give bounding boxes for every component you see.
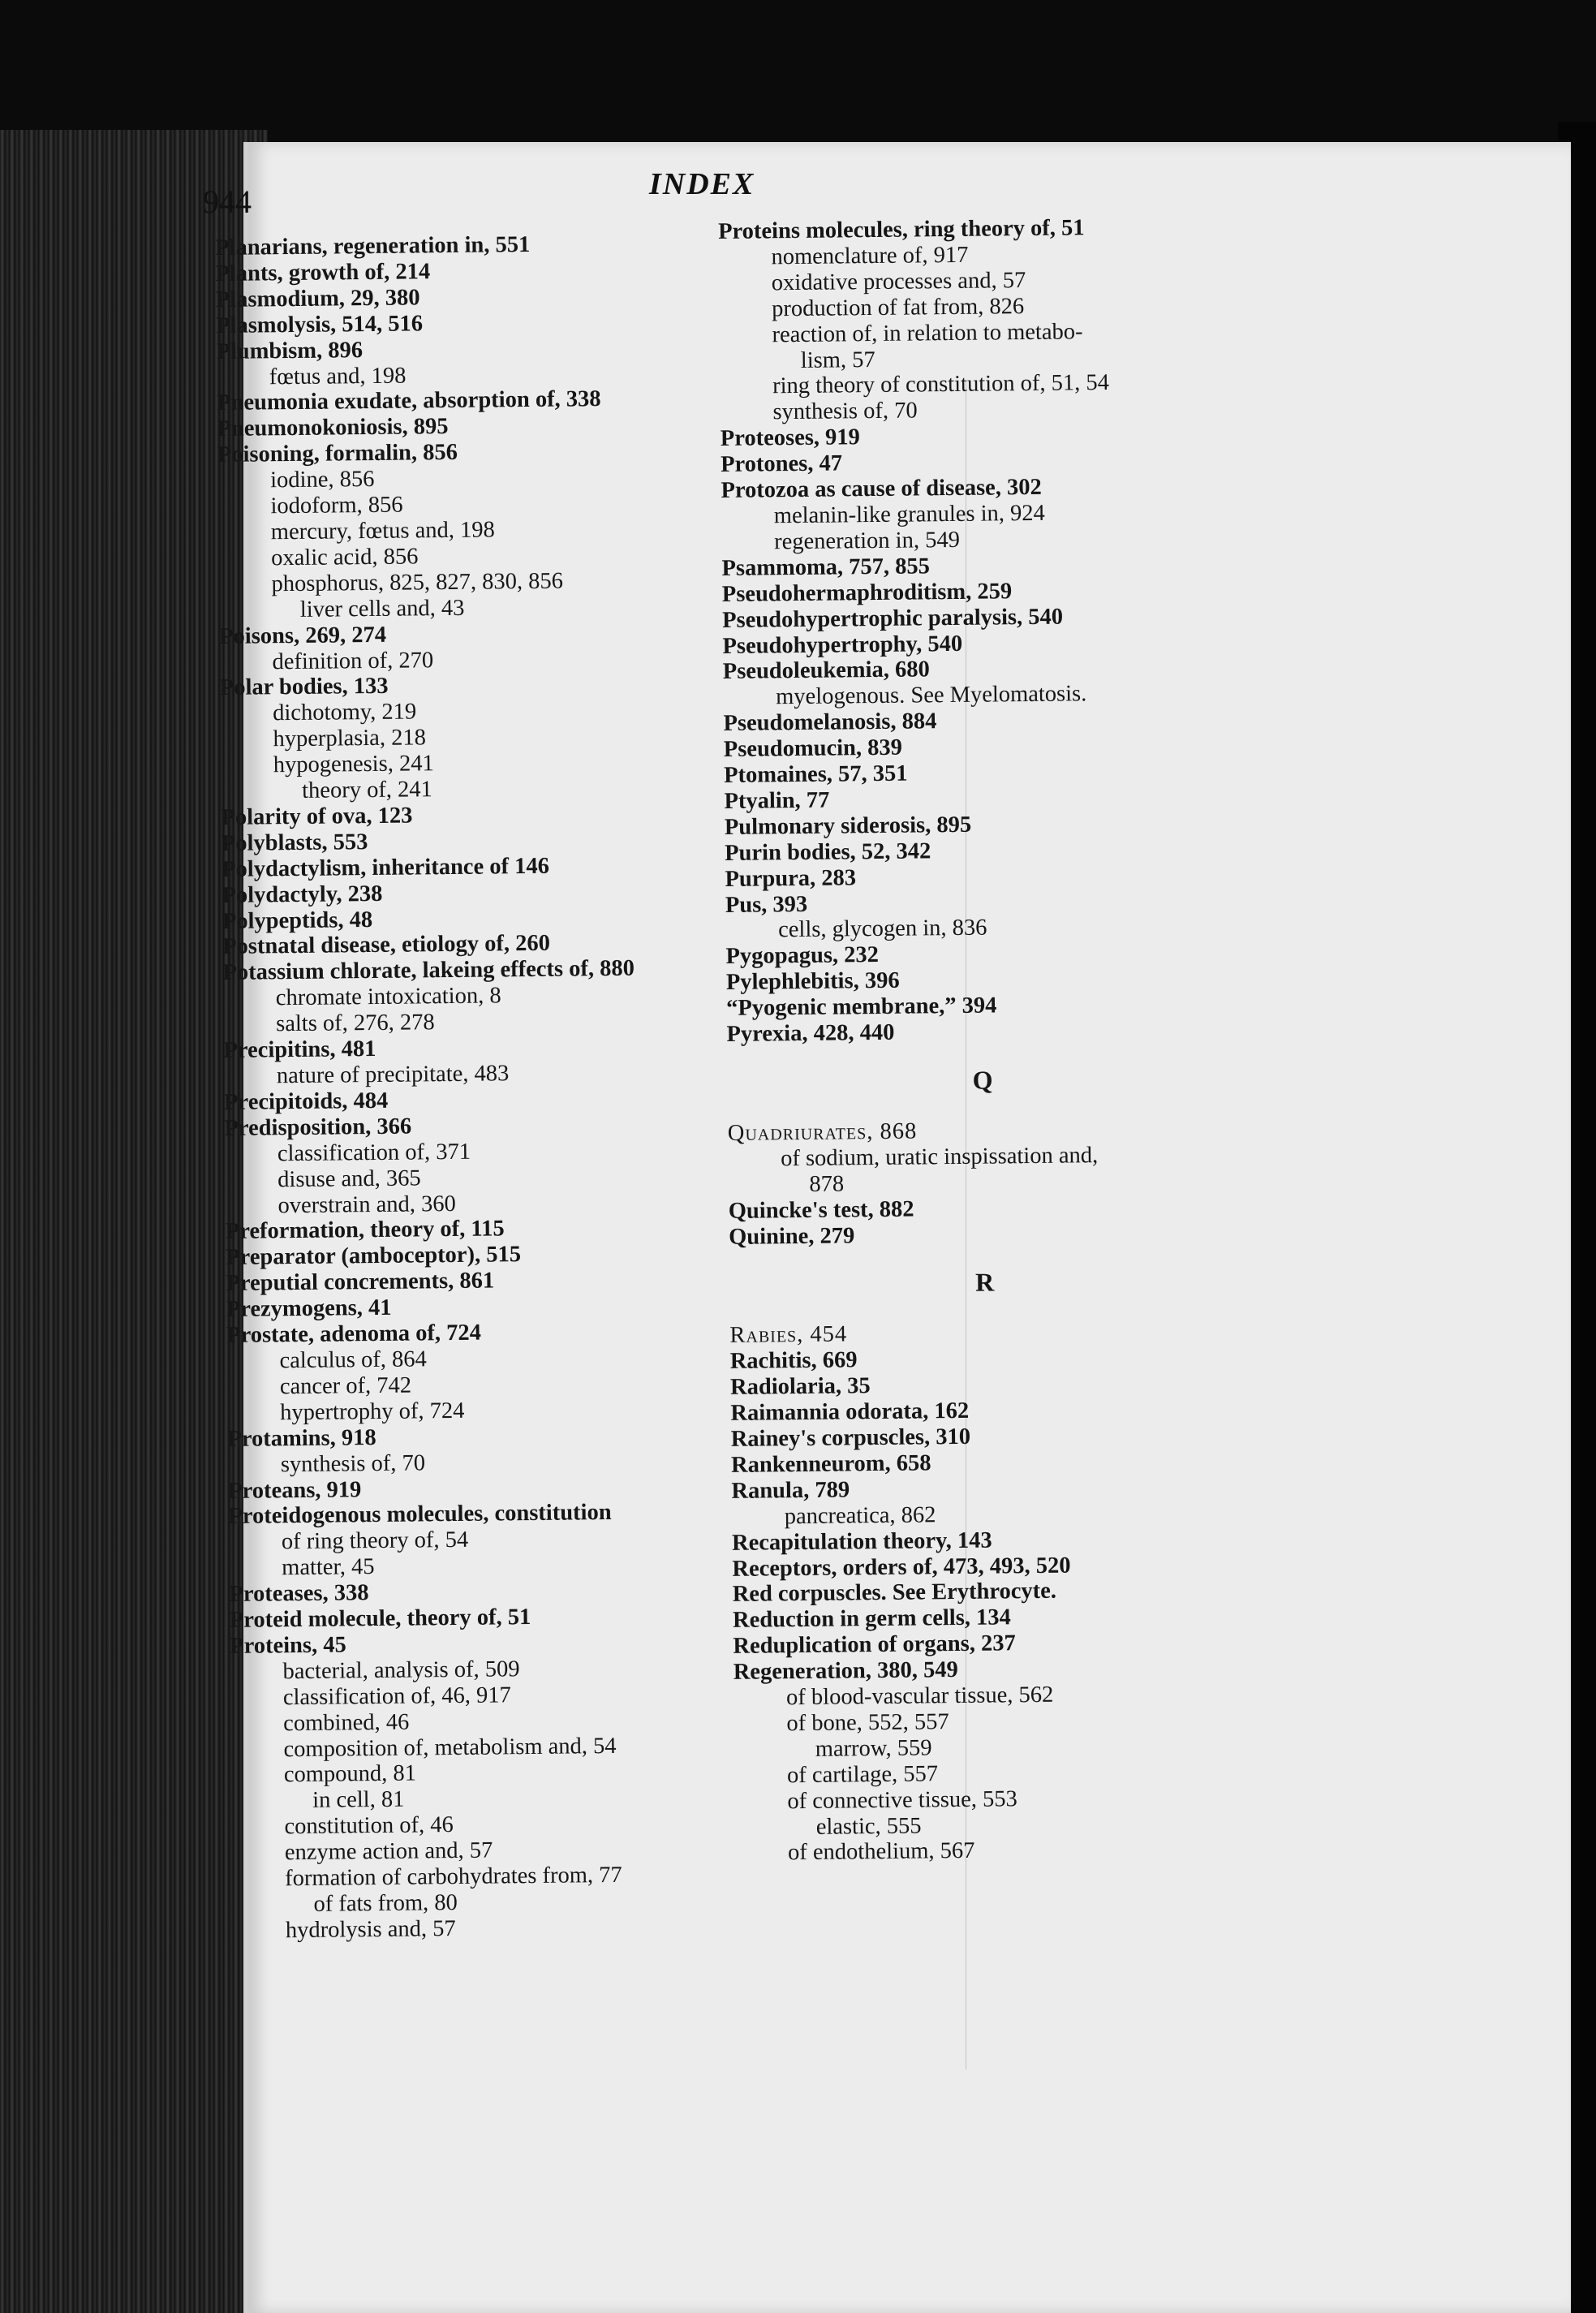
index-entry: Rachitis, 669 (729, 1347, 858, 1375)
index-entry: Potassium chlorate, lakeing effects of, 880 (222, 956, 635, 986)
index-entry: Purin bodies, 52, 342 (725, 838, 931, 866)
index-entry: Precipitoids, 484 (224, 1088, 389, 1115)
index-entry: Polydactyly, 238 (222, 881, 383, 908)
index-entry: Planarians, regeneration in, 551 (215, 231, 531, 261)
index-entry: myelogenous. See Myelomatosis. (776, 681, 1087, 710)
index-entry: mercury, fœtus and, 198 (270, 517, 495, 545)
index-entry: Pseudohermaphroditism, 259 (721, 578, 1013, 607)
index-entry: regeneration in, 549 (774, 527, 961, 555)
index-entry: Pyrexia, 428, 440 (726, 1019, 895, 1048)
index-entry: melanin-like granules in, 924 (773, 500, 1045, 529)
index-entry: salts of, 276, 278 (276, 1010, 435, 1037)
index-entry: formation of carbohydrates from, 77 (285, 1862, 622, 1892)
index-entry: Ranula, 789 (731, 1477, 850, 1504)
index-entry: iodoform, 856 (270, 492, 403, 519)
section-letter-r: R (974, 1267, 995, 1298)
index-entry: Reduction in germ cells, 134 (732, 1604, 1011, 1634)
index-entry: Proteid molecule, theory of, 51 (229, 1604, 531, 1633)
index-entry: Protozoa as cause of disease, 302 (721, 474, 1042, 504)
index-entry: of endothelium, 567 (787, 1838, 975, 1866)
index-entry: Pseudoleukemia, 680 (722, 657, 930, 685)
index-entry: Polar bodies, 133 (219, 674, 389, 701)
index-entry: Poisons, 269, 274 (219, 622, 387, 649)
index-entry: Proteidogenous molecules, constitution (228, 1500, 612, 1530)
index-entry: theory of, 241 (302, 777, 433, 803)
index-entry: Plumbism, 896 (216, 337, 364, 364)
index-entry: synthesis of, 70 (772, 398, 918, 425)
index-entry: Plants, growth of, 214 (215, 259, 431, 286)
index-entry: Polydactylism, inheritance of 146 (222, 853, 550, 882)
index-entry: enzyme action and, 57 (284, 1837, 493, 1866)
index-entry: Postnatal disease, etiology of, 260 (222, 931, 551, 960)
index-entry: disuse and, 365 (277, 1165, 421, 1192)
index-entry: Pneumonia exudate, absorption of, 338 (217, 386, 601, 416)
index-entry: nomenclature of, 917 (771, 242, 969, 270)
index-entry: Proteoses, 919 (720, 424, 861, 452)
index-entry: Radiolaria, 35 (729, 1373, 871, 1401)
index-entry: Preformation, theory of, 115 (225, 1216, 505, 1245)
index-entry: Recapitulation theory, 143 (731, 1527, 992, 1556)
index-entry: constitution of, 46 (284, 1812, 454, 1840)
index-entry: Ptomaines, 57, 351 (724, 760, 908, 788)
index-entry: hydrolysis and, 57 (285, 1915, 456, 1944)
index-entry: synthesis of, 70 (280, 1449, 426, 1477)
index-entry: nature of precipitate, 483 (276, 1061, 510, 1089)
index-entry: bacterial, analysis of, 509 (282, 1656, 520, 1685)
index-entry: hyperplasia, 218 (273, 725, 427, 752)
index-entry: Plasmolysis, 514, 516 (216, 311, 424, 338)
index-entry: of blood-vascular tissue, 562 (785, 1682, 1054, 1711)
index-entry: Raimannia odorata, 162 (730, 1398, 970, 1426)
index-entry: classification of, 371 (277, 1139, 471, 1166)
index-entry: of fats from, 80 (313, 1889, 458, 1917)
index-entry: Poisoning, formalin, 856 (217, 440, 458, 468)
index-entry: Prezymogens, 41 (226, 1294, 392, 1323)
index-entry: Pseudohypertrophy, 540 (722, 631, 963, 659)
index-entry: ring theory of constitution of, 51, 54 (772, 370, 1110, 399)
index-entry: Pus, 393 (725, 891, 808, 918)
index-entry: Rabies, 454 (729, 1321, 848, 1349)
index-entry: dichotomy, 219 (273, 699, 417, 726)
index-right-column (718, 213, 1246, 1867)
index-entry: Quincke's test, 882 (728, 1196, 914, 1224)
index-r-entries (729, 1318, 1246, 1867)
index-entry: hypogenesis, 241 (273, 751, 434, 778)
index-entry: of cartilage, 557 (786, 1761, 939, 1788)
index-entry: combined, 46 (283, 1709, 410, 1736)
index-entry: Plasmodium, 29, 380 (215, 285, 420, 312)
index-entry: oxalic acid, 856 (271, 544, 419, 571)
index-entry: of bone, 552, 557 (786, 1709, 949, 1737)
index-entry: oxidative processes and, 57 (771, 267, 1026, 296)
index-entry: Preparator (amboceptor), 515 (226, 1242, 522, 1271)
index-entry: Prostate, adenoma of, 724 (226, 1320, 482, 1348)
index-entry: Receptors, orders of, 473, 493, 520 (732, 1553, 1071, 1582)
index-entry: Precipitins, 481 (223, 1036, 376, 1064)
index-entry: hypertrophy of, 724 (280, 1398, 465, 1426)
index-entry: of ring theory of, 54 (281, 1527, 469, 1555)
index-entry: Pseudohypertrophic paralysis, 540 (722, 604, 1064, 633)
page-number: 944 (203, 183, 252, 220)
index-entry: Quinine, 279 (728, 1222, 855, 1250)
index-entry: Polypeptids, 48 (222, 907, 373, 934)
index-entry: Proteins, 45 (230, 1632, 346, 1659)
index-entry: production of fat from, 826 (771, 293, 1025, 322)
index-entry: Rankenneurom, 658 (730, 1450, 931, 1478)
index-entry: Regeneration, 380, 549 (733, 1657, 958, 1686)
index-entry: Red corpuscles. See Erythrocyte. (732, 1579, 1057, 1608)
index-entry: Pygopagus, 232 (725, 942, 880, 970)
index-entry: Polarity of ova, 123 (221, 803, 413, 830)
index-entry: fœtus and, 198 (269, 363, 407, 390)
running-head: INDEX (649, 167, 755, 201)
index-entry: phosphorus, 825, 827, 830, 856 (271, 568, 564, 597)
index-entry: pancreatica, 862 (784, 1501, 936, 1529)
index-entry: reaction of, in relation to metabo- (772, 318, 1083, 347)
index-entry: of sodium, uratic inspissation and, (780, 1142, 1099, 1172)
index-entry: Pneumonokoniosis, 895 (217, 414, 449, 442)
index-entry: Pseudomucin, 839 (723, 734, 903, 763)
index-entry: elastic, 555 (815, 1813, 922, 1840)
index-entry: Purpura, 283 (725, 864, 857, 892)
index-entry: Reduplication of organs, 237 (733, 1630, 1016, 1660)
index-entry: Protones, 47 (721, 450, 843, 478)
index-p-entries (718, 213, 1238, 1048)
index-entry: cells, glycogen in, 836 (778, 915, 987, 943)
index-entry: Polyblasts, 553 (221, 829, 368, 856)
index-entry: Proteases, 338 (229, 1580, 369, 1608)
index-entry: Pylephlebitis, 396 (725, 967, 900, 996)
index-entry: Pulmonary siderosis, 895 (724, 812, 972, 840)
index-entry: definition of, 270 (272, 647, 434, 674)
index-entry: Ptyalin, 77 (724, 787, 830, 814)
index-entry: Predisposition, 366 (224, 1113, 412, 1141)
index-entry: Rainey's corpuscles, 310 (730, 1424, 971, 1452)
index-entry: liver cells and, 43 (299, 595, 465, 622)
index-entry: cancer of, 742 (279, 1372, 412, 1400)
index-entry: matter, 45 (282, 1554, 375, 1581)
index-entry: 878 (809, 1171, 845, 1197)
index-entry: composition of, metabolism and, 54 (283, 1733, 617, 1762)
index-entry: in cell, 81 (312, 1787, 405, 1814)
index-q-entries (728, 1115, 1241, 1250)
index-entry: lism, 57 (800, 347, 875, 373)
index-entry: overstrain and, 360 (277, 1191, 456, 1218)
index-entry: calculus of, 864 (279, 1346, 427, 1374)
index-entry: Quadriurates, 868 (727, 1118, 918, 1146)
index-entry: classification of, 46, 917 (282, 1682, 512, 1710)
section-letter-q: Q (972, 1065, 993, 1095)
index-entry: chromate intoxication, 8 (275, 983, 501, 1011)
index-entry: Proteins molecules, ring theory of, 51 (718, 215, 1085, 244)
index-entry: “Pyogenic membrane,” 394 (726, 993, 997, 1022)
index-entry: Pseudomelanosis, 884 (723, 709, 937, 737)
index-left-column (215, 230, 768, 1945)
index-entry: iodine, 856 (270, 467, 375, 493)
index-entry: Proteans, 919 (228, 1476, 362, 1504)
index-entry: Protamins, 918 (227, 1424, 376, 1452)
index-entry: compound, 81 (283, 1760, 417, 1788)
index-entry: Psammoma, 757, 855 (721, 553, 931, 581)
index-entry: Preputial concrements, 861 (226, 1268, 495, 1297)
index-entry: marrow, 559 (815, 1735, 932, 1762)
index-entry: of connective tissue, 553 (787, 1785, 1017, 1814)
